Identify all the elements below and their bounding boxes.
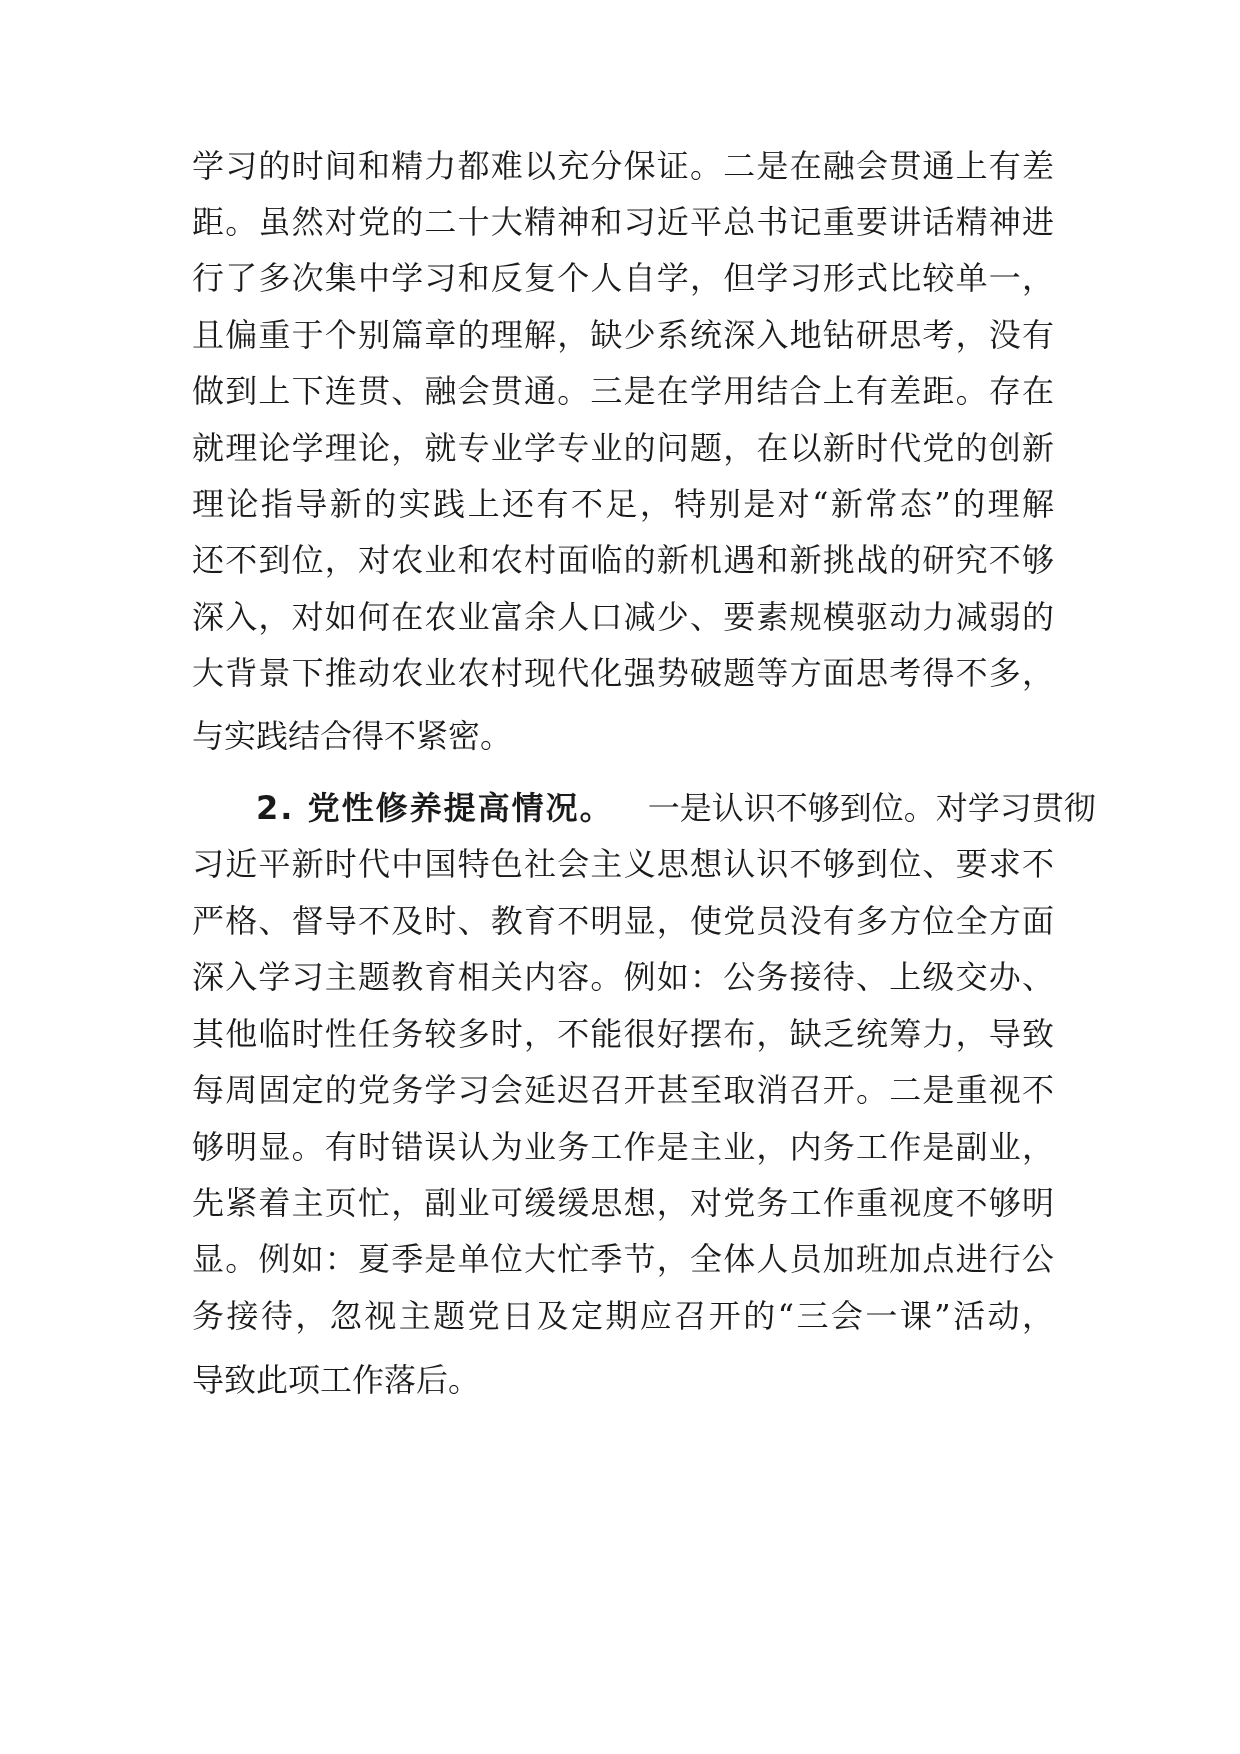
body-text-line: 行了多次集中学习和反复个人自学，但学习形式比较单一， <box>192 259 1054 297</box>
body-text-line: 习近平新时代中国特色社会主义思想认识不够到位、要求不 <box>192 845 1054 883</box>
body-text-line: 够明显。有时错误认为业务工作是主业，内务工作是副业， <box>192 1128 1054 1166</box>
body-text-line: 显。例如：夏季是单位大忙季节，全体人员加班加点进行公 <box>192 1240 1054 1278</box>
body-text-line: 做到上下连贯、融会贯通。三是在学用结合上有差距。存在 <box>192 372 1054 410</box>
section-first-line <box>256 788 1096 828</box>
body-text-line: 学习的时间和精力都难以充分保证。二是在融会贯通上有差 <box>192 147 1054 185</box>
body-text-line: 还不到位，对农业和农村面临的新机遇和新挑战的研究不够 <box>192 541 1054 579</box>
body-text-line: 导致此项工作落后。 <box>192 1361 481 1399</box>
body-text-line: 距。虽然对党的二十大精神和习近平总书记重要讲话精神进 <box>192 203 1054 241</box>
body-text-line: 严格、督导不及时、教育不明显，使党员没有多方位全方面 <box>192 902 1054 940</box>
body-text-line: 就理论学理论，就专业学专业的问题，在以新时代党的创新 <box>192 429 1054 467</box>
body-text-line: 其他临时性任务较多时，不能很好摆布，缺乏统筹力，导致 <box>192 1015 1054 1053</box>
body-text-line: 深入学习主题教育相关内容。例如：公务接待、上级交办、 <box>192 958 1054 996</box>
body-text-line: 先紧着主页忙，副业可缓缓思想，对党务工作重视度不够明 <box>192 1184 1054 1222</box>
body-text-line: 且偏重于个别篇章的理解，缺少系统深入地钻研思考，没有 <box>192 316 1054 354</box>
body-text-line: 理论指导新的实践上还有不足，特别是对“新常态”的理解 <box>192 485 1054 523</box>
body-text-line: 大背景下推动农业农村现代化强势破题等方面思考得不多， <box>192 654 1054 692</box>
section-heading: 2. 党性修养提高情况。 <box>256 789 614 827</box>
body-text-line: 与实践结合得不紧密。 <box>192 717 513 755</box>
body-text-line: 每周固定的党务学习会延迟召开甚至取消召开。二是重视不 <box>192 1071 1054 1109</box>
body-text-line: 务接待，忽视主题党日及定期应召开的“三会一课”活动， <box>192 1297 1054 1335</box>
body-text-line: 深入，对如何在农业富余人口减少、要素规模驱动力减弱的 <box>192 598 1054 636</box>
section-first-line-text: 一是认识不够到位。对学习贯彻 <box>647 789 1096 827</box>
